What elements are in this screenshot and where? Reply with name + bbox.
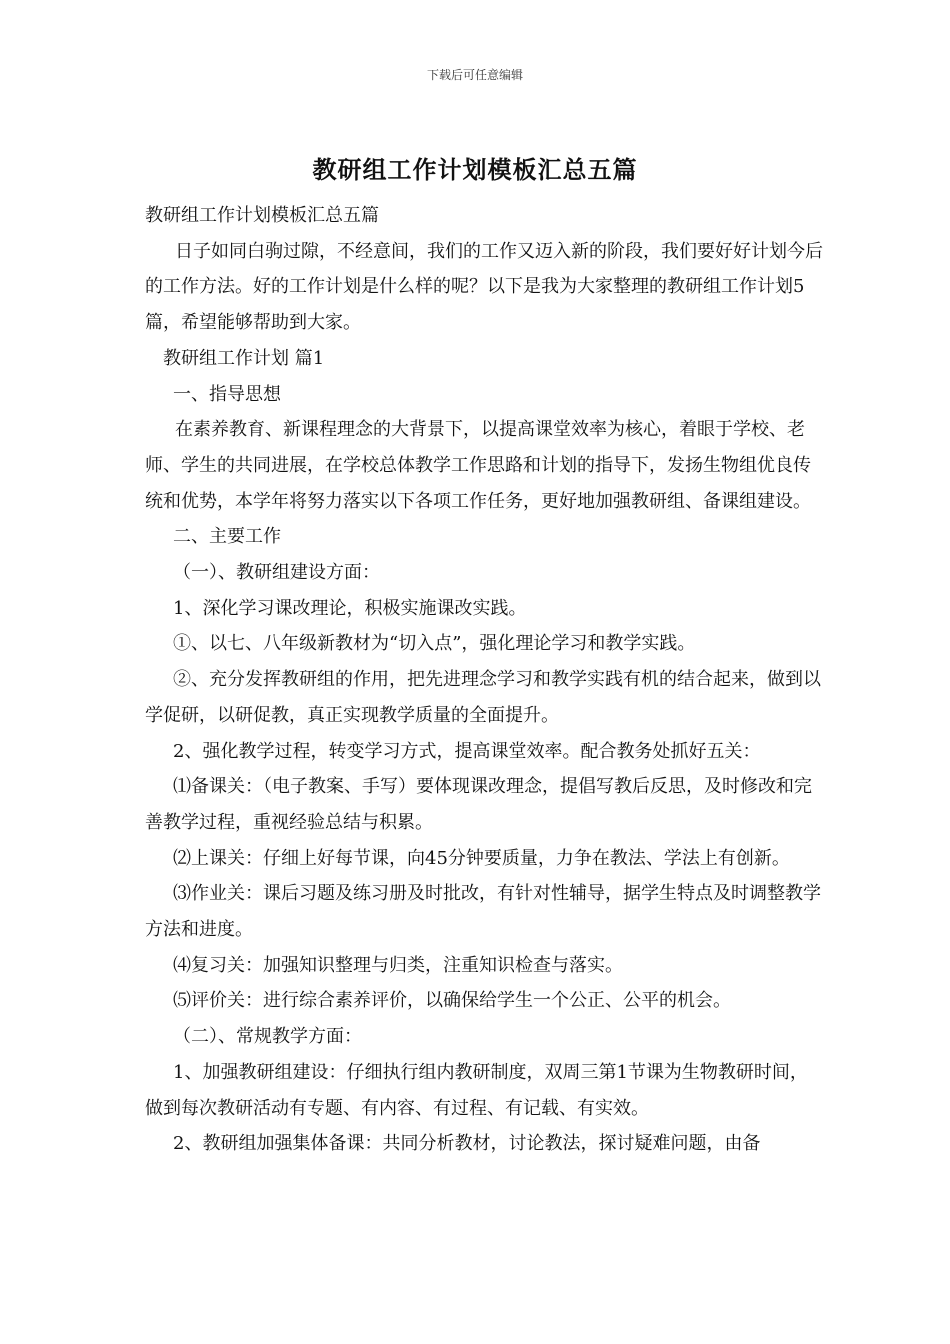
paragraph: ⑷复习关：加强知识整理与归类，注重知识检查与落实。 xyxy=(173,954,623,976)
paragraph: 1、加强教研组建设：仔细执行组内教研制度，双周三第1节课为生物教研时间，做到每次教研活动有专题、有内容、有过程、有记载、有实效。 xyxy=(145,1061,808,1119)
document-subtitle: 教研组工作计划模板汇总五篇 xyxy=(145,205,379,226)
paragraph: ①、以七、八年级新教材为“切入点”，强化理论学习和教学实践。 xyxy=(173,633,696,655)
document-body xyxy=(145,198,825,1162)
paragraph: 2、教研组加强集体备课：共同分析教材，讨论教法，探讨疑难问题，由备 xyxy=(173,1133,761,1155)
paragraph: 2、强化教学过程，转变学习方式，提高课堂效率。配合教务处抓好五关： xyxy=(173,740,761,762)
paragraph: 二、主要工作 xyxy=(173,526,281,548)
paragraph: ⑶作业关：课后习题及练习册及时批改，有针对性辅导，据学生特点及时调整教学方法和进度。 xyxy=(145,883,821,941)
paragraph-list xyxy=(145,234,825,1162)
paragraph: ⑴备课关：（电子教案、手写）要体现课改理念，提倡写教后反思，及时修改和完善教学过程，重视经验总结与积累。 xyxy=(145,776,812,833)
paragraph: ②、充分发挥教研组的作用，把先进理念学习和教学实践有机的结合起来，做到以学促研，以研促教，真正实现教学质量的全面提升。 xyxy=(145,669,821,726)
paragraph: 一、指导思想 xyxy=(173,383,281,405)
paragraph: ⑵上课关：仔细上好每节课，向45分钟要质量，力争在教法、学法上有创新。 xyxy=(173,847,790,869)
paragraph: （二）、常规教学方面： xyxy=(173,1026,362,1048)
header-note: 下载后可任意编辑 xyxy=(426,68,523,82)
paragraph: （一）、教研组建设方面： xyxy=(173,562,380,584)
paragraph: 1、深化学习课改理论，积极实施课改实践。 xyxy=(173,597,527,619)
document-title: 教研组工作计划模板汇总五篇 xyxy=(312,155,638,184)
paragraph: 在素养教育、新课程理念的大背景下，以提高课堂效率为核心，着眼于学校、老师、学生的共同进展，在学校总体教学工作思路和计划的指导下，发扬生物组优良传统和优势，本学年将努力落实以下各项工作任务，更好地加强教研组、备课组建设。 xyxy=(145,419,811,512)
paragraph: 教研组工作计划 篇1 xyxy=(163,347,325,369)
paragraph: 日子如同白驹过隙，不经意间，我们的工作又迈入新的阶段，我们要好好计划今后的工作方法。好的工作计划是什么样的呢？以下是我为大家整理的教研组工作计划5篇，希望能够帮助到大家。 xyxy=(145,240,823,334)
paragraph: ⑸评价关：进行综合素养评价，以确保给学生一个公正、公平的机会。 xyxy=(173,990,731,1012)
